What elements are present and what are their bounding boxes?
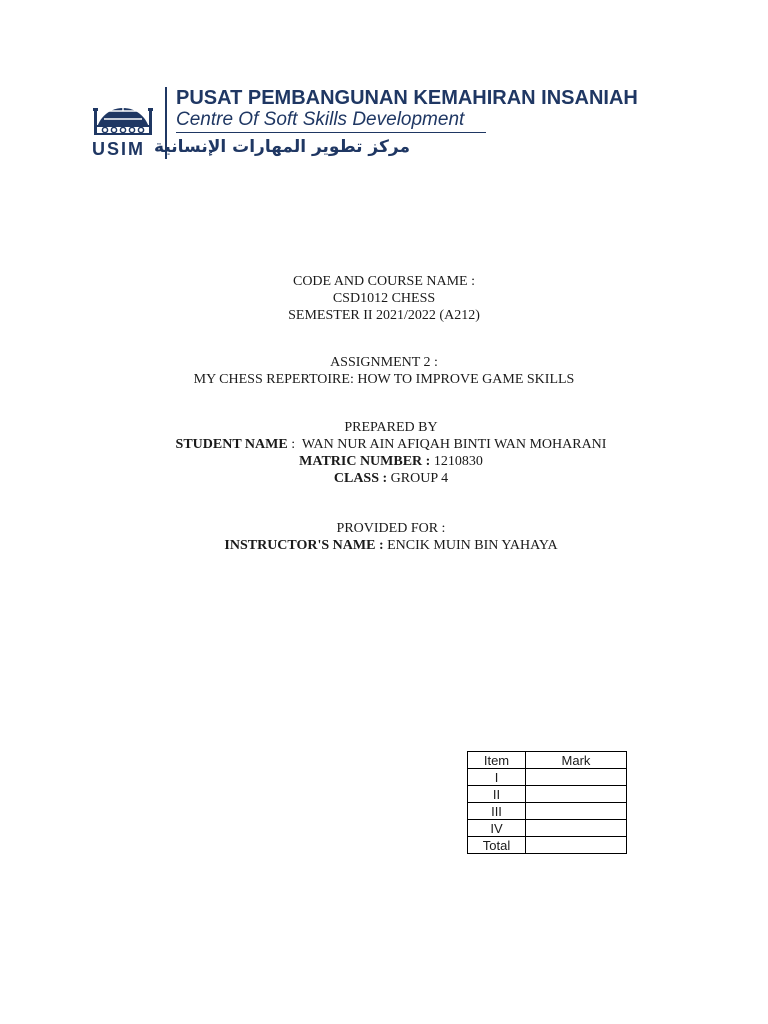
mark-cell	[526, 786, 627, 803]
class-label: CLASS :	[333, 471, 388, 486]
org-underline	[176, 132, 486, 133]
matric-number-label: MATRIC NUMBER :	[299, 454, 431, 469]
student-name-value: WAN NUR AIN AFIQAH BINTI WAN MOHARANI	[301, 437, 607, 452]
class-line	[7, 470, 768, 487]
assignment-block	[0, 354, 768, 388]
student-name-separator: :	[287, 437, 302, 452]
provided-for-block	[7, 520, 768, 554]
student-name-line	[7, 436, 768, 453]
mark-cell	[526, 837, 627, 854]
marks-table	[467, 751, 627, 854]
item-column-header: Item	[468, 752, 526, 769]
document-header	[90, 85, 660, 165]
course-block	[0, 273, 768, 324]
matric-number-value: 1210830	[430, 454, 483, 469]
item-cell: III	[468, 803, 526, 820]
item-cell: Total	[468, 837, 526, 854]
assignment-heading: ASSIGNMENT 2 :	[330, 355, 438, 370]
instructor-name-line	[7, 537, 768, 554]
course-heading: CODE AND COURSE NAME :	[292, 274, 475, 289]
provided-heading: PROVIDED FOR :	[336, 521, 446, 536]
table-row	[468, 837, 627, 854]
assignment-title: MY CHESS REPERTOIRE: HOW TO IMPROVE GAME SKILLS	[193, 372, 575, 387]
org-arabic-name: مركز تطوير المهارات الإنسانية	[154, 137, 410, 157]
usim-logo-text: USIM	[92, 139, 145, 159]
marks-table-header-row	[468, 752, 627, 769]
table-row	[468, 786, 627, 803]
table-row	[468, 820, 627, 837]
prepared-by-block	[7, 419, 768, 487]
prepared-heading: PREPARED BY	[344, 420, 438, 435]
instructor-name-value: ENCIK MUIN BIN YAHAYA	[383, 538, 558, 553]
matric-number-line	[7, 453, 768, 470]
item-cell: II	[468, 786, 526, 803]
class-value: GROUP 4	[387, 471, 449, 486]
mark-cell	[526, 820, 627, 837]
table-row	[468, 803, 627, 820]
org-name: PUSAT PEMBANGUNAN KEMAHIRAN INSANIAH	[176, 87, 638, 109]
mark-cell	[526, 769, 627, 786]
mark-column-header: Mark	[526, 752, 627, 769]
org-subtitle: Centre Of Soft Skills Development	[176, 109, 465, 130]
course-code-name: CSD1012 CHESS	[332, 291, 436, 306]
mark-cell	[526, 803, 627, 820]
course-semester: SEMESTER II 2021/2022 (A212)	[288, 308, 480, 323]
instructor-name-label: INSTRUCTOR'S NAME :	[224, 538, 384, 553]
student-name-label: STUDENT NAME	[175, 437, 288, 452]
item-cell: IV	[468, 820, 526, 837]
item-cell: I	[468, 769, 526, 786]
table-row	[468, 769, 627, 786]
